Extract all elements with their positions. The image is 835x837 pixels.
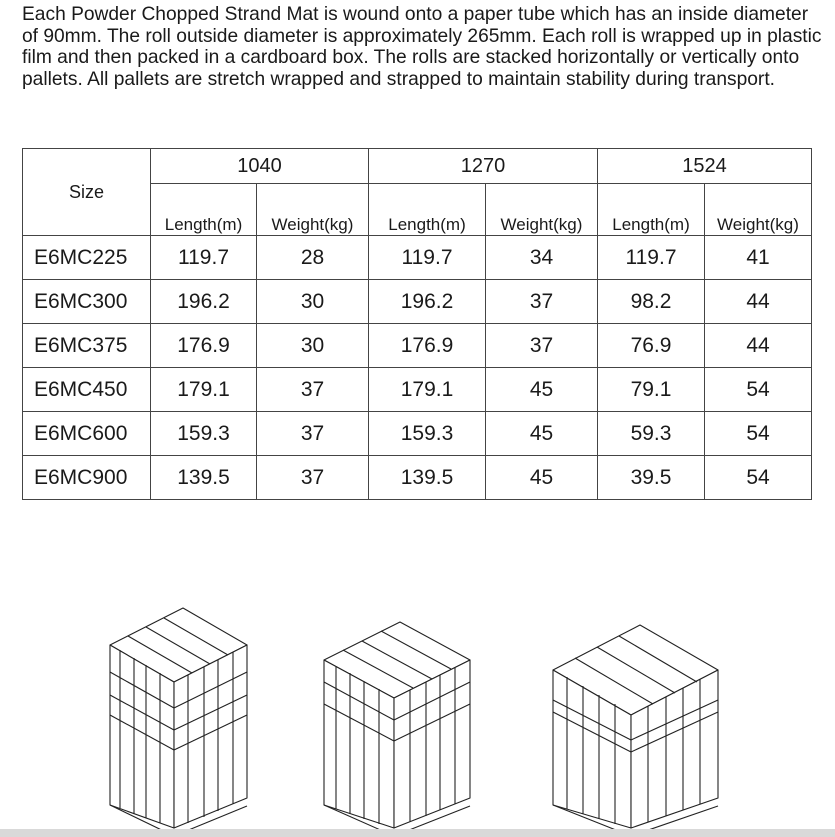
size-header: Size	[23, 149, 151, 236]
table-row	[23, 324, 812, 368]
length-cell: 176.9	[369, 324, 486, 368]
table-row	[23, 456, 812, 500]
table-row	[23, 280, 812, 324]
weight-cell: 37	[257, 368, 369, 412]
product-code-cell: E6MC900	[23, 456, 151, 500]
pallet-illustration-1	[110, 608, 247, 836]
weight-header: Weight(kg)	[257, 184, 369, 236]
spec-table	[22, 148, 812, 500]
weight-cell: 54	[705, 456, 812, 500]
weight-header: Weight(kg)	[486, 184, 598, 236]
group-header-row	[23, 149, 812, 184]
bottom-divider	[0, 829, 835, 837]
weight-cell: 37	[486, 324, 598, 368]
weight-cell: 45	[486, 368, 598, 412]
table-row	[23, 368, 812, 412]
pallet-illustration-2	[324, 622, 470, 836]
pallet-illustration-3	[553, 625, 718, 836]
length-cell: 196.2	[369, 280, 486, 324]
weight-cell: 34	[486, 236, 598, 280]
weight-cell: 44	[705, 280, 812, 324]
length-header: Length(m)	[598, 184, 705, 236]
length-cell: 139.5	[151, 456, 257, 500]
length-cell: 179.1	[369, 368, 486, 412]
length-cell: 196.2	[151, 280, 257, 324]
table-row	[23, 412, 812, 456]
product-code-cell: E6MC600	[23, 412, 151, 456]
weight-cell: 41	[705, 236, 812, 280]
group-header-1524: 1524	[598, 149, 812, 184]
weight-cell: 37	[257, 456, 369, 500]
length-cell: 119.7	[151, 236, 257, 280]
length-cell: 119.7	[598, 236, 705, 280]
length-cell: 176.9	[151, 324, 257, 368]
weight-cell: 45	[486, 412, 598, 456]
weight-cell: 37	[257, 412, 369, 456]
weight-cell: 44	[705, 324, 812, 368]
weight-cell: 45	[486, 456, 598, 500]
product-code-cell: E6MC450	[23, 368, 151, 412]
length-cell: 159.3	[369, 412, 486, 456]
weight-header: Weight(kg)	[705, 184, 812, 236]
intro-paragraph: Each Powder Chopped Strand Mat is wound onto a paper tube which has an inside diameter of 90mm. The roll outside diameter is approximately 265mm. Each roll is wrapped up in plastic film and then packed in a cardboard box. The rolls are stacked horizontally or vertically onto pallets. All pallets are stretch wrapped and strapped to maintain stability during transport.	[22, 4, 822, 90]
group-header-1270: 1270	[369, 149, 598, 184]
group-header-1040: 1040	[151, 149, 369, 184]
table-row	[23, 236, 812, 280]
weight-cell: 28	[257, 236, 369, 280]
length-cell: 159.3	[151, 412, 257, 456]
product-code-cell: E6MC375	[23, 324, 151, 368]
length-header: Length(m)	[369, 184, 486, 236]
length-cell: 179.1	[151, 368, 257, 412]
length-cell: 39.5	[598, 456, 705, 500]
pallet-illustrations	[100, 600, 740, 837]
length-cell: 119.7	[369, 236, 486, 280]
product-code-cell: E6MC225	[23, 236, 151, 280]
product-code-cell: E6MC300	[23, 280, 151, 324]
weight-cell: 54	[705, 412, 812, 456]
length-cell: 76.9	[598, 324, 705, 368]
weight-cell: 30	[257, 280, 369, 324]
weight-cell: 54	[705, 368, 812, 412]
length-header: Length(m)	[151, 184, 257, 236]
length-cell: 98.2	[598, 280, 705, 324]
length-cell: 79.1	[598, 368, 705, 412]
weight-cell: 30	[257, 324, 369, 368]
weight-cell: 37	[486, 280, 598, 324]
length-cell: 139.5	[369, 456, 486, 500]
length-cell: 59.3	[598, 412, 705, 456]
